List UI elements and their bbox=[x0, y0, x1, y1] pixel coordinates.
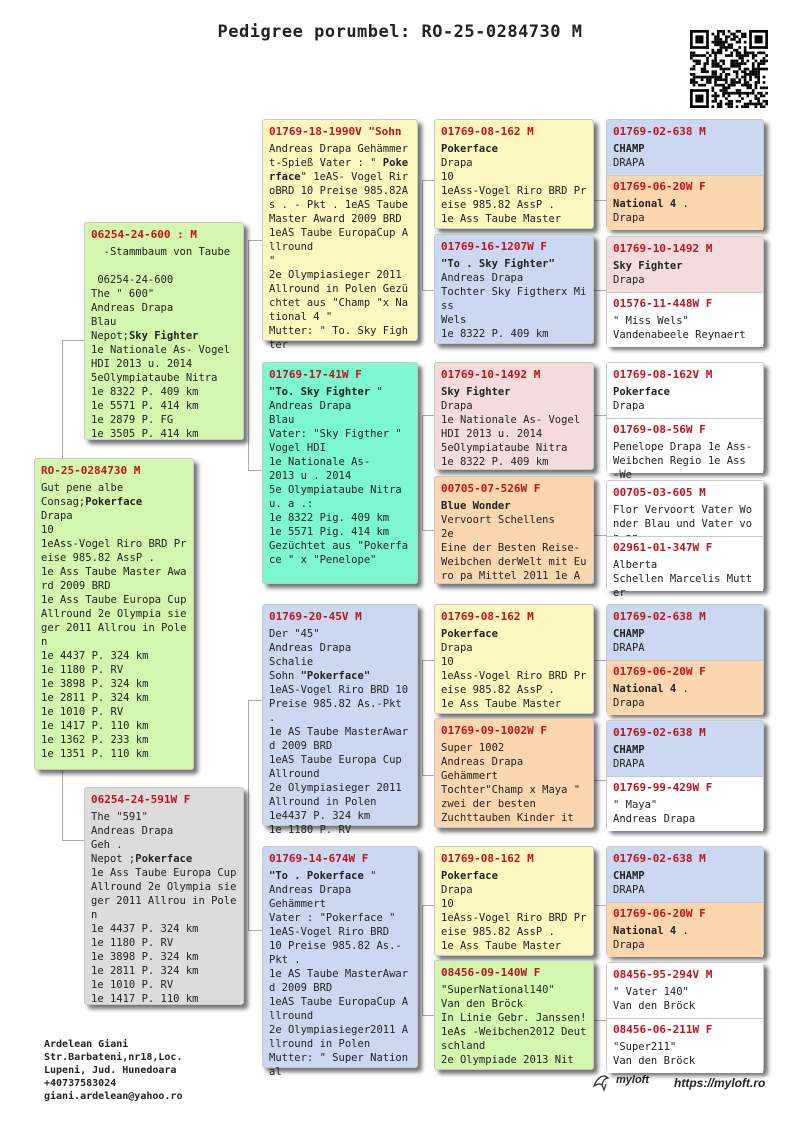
connector-line bbox=[594, 905, 606, 906]
owner-name: Ardelean Giani bbox=[44, 1039, 129, 1050]
connector-line bbox=[594, 415, 606, 416]
ring-number: 01769-18-1990V "Sohn bbox=[269, 125, 402, 138]
pigeon-name: "To. Sky Fighter bbox=[269, 386, 371, 398]
pigeon-card-gen4[interactable] bbox=[607, 1018, 763, 1073]
pigeon-card-main[interactable] bbox=[34, 458, 194, 770]
connector-line bbox=[594, 535, 606, 536]
pigeon-info: " Vater 140" Van den Bröck bbox=[613, 986, 696, 1012]
ring-number: 00705-03-605 M bbox=[613, 486, 706, 499]
connector-line bbox=[422, 180, 423, 290]
connector-line bbox=[62, 770, 63, 840]
pair-divider bbox=[607, 536, 763, 537]
qr-code-icon bbox=[690, 30, 768, 108]
pigeon-card-gen4[interactable] bbox=[607, 120, 763, 175]
connector-line bbox=[248, 470, 262, 471]
connector-line bbox=[248, 240, 262, 241]
pigeon-card-gen4[interactable] bbox=[607, 721, 763, 776]
ring-number: 01769-06-20W F bbox=[613, 180, 706, 193]
ring-number: 08456-06-211W F bbox=[613, 1023, 713, 1036]
ring-number: 01769-06-20W F bbox=[613, 665, 706, 678]
myloft-bird-icon bbox=[592, 1072, 616, 1092]
ring-number: 01769-08-162 M bbox=[441, 852, 534, 865]
pigeon-info: "Super211" Van den Bröck bbox=[613, 1041, 696, 1067]
page-title: Pedigree porumbel: RO-25-0284730 M bbox=[217, 22, 583, 42]
ring-number: 01769-17-41W F bbox=[269, 368, 362, 381]
owner-address-line2: Lupeni, Jud. Hunedoara bbox=[44, 1065, 177, 1076]
pigeon-info: Der "45" Andreas Drapa Schalie Sohn bbox=[269, 628, 352, 682]
connector-line bbox=[248, 930, 262, 931]
pigeon-card-dam[interactable] bbox=[84, 787, 244, 1005]
pigeon-info: " Miss Wels" Vandenabeele Reynaert bbox=[613, 315, 746, 341]
pigeon-info: DRAPA bbox=[613, 884, 645, 896]
pigeon-info: The "591" Andreas Drapa Geh . Nepot ; bbox=[91, 811, 174, 865]
ring-number: 00705-07-526W F bbox=[441, 482, 541, 495]
pigeon-info: " Maya" Andreas Drapa bbox=[613, 799, 696, 825]
pigeon-name: Pokerface bbox=[613, 386, 670, 398]
pigeon-info: Drapa bbox=[613, 212, 645, 224]
pigeon-name-suffix: . bbox=[676, 683, 689, 695]
connector-line bbox=[422, 660, 423, 775]
pigeon-card-gen3[interactable] bbox=[434, 362, 594, 470]
connector-line bbox=[594, 780, 606, 781]
pigeon-info: Drapa 10 1eAss-Vogel Riro BRD Preise 985.82 AssP . 1e Ass Taube Master bbox=[441, 884, 587, 952]
ring-number: 01769-10-1492 M bbox=[441, 368, 541, 381]
ring-number: 02961-01-347W F bbox=[613, 541, 713, 554]
ring-number: 01769-02-638 M bbox=[613, 852, 706, 865]
connector-line bbox=[422, 180, 434, 181]
pigeon-info-results: 1e Nationale As- Vogel HDI 2013 u. 2014 5eOlympiataube Nitra 1e 8322 P. 409 km 1e 5571 P. 414 km 1e 2879 P. FG 1e 3505 P. 414 km bbox=[91, 344, 231, 440]
pigeon-pair-gen4 bbox=[606, 480, 764, 599]
connector-line bbox=[422, 530, 434, 531]
ring-number: 01769-09-1002W F bbox=[441, 724, 547, 737]
pigeon-name: Sky Fighter bbox=[441, 386, 511, 398]
pigeon-card-gen3[interactable] bbox=[434, 604, 594, 714]
pigeon-card-gen3[interactable] bbox=[434, 119, 594, 229]
pigeon-name: Pokerface bbox=[441, 870, 498, 882]
ring-number: 01769-14-674W F bbox=[269, 852, 369, 865]
pigeon-info: Drapa 10 1eAss-Vogel Riro BRD Preise 985.82 AssP . 1e Ass Taube Master bbox=[441, 642, 587, 710]
pigeon-card-gen4[interactable] bbox=[607, 481, 763, 536]
pigeon-info: DRAPA bbox=[613, 157, 645, 169]
pigeon-card-gen3[interactable] bbox=[434, 718, 594, 828]
pigeon-name: National 4 bbox=[613, 198, 677, 210]
connector-line bbox=[422, 290, 434, 291]
ring-number: 01769-16-1207W F bbox=[441, 240, 547, 253]
pigeon-card-gen4[interactable] bbox=[607, 660, 763, 715]
pigeon-info: Drapa 10 1eAss-Vogel Riro BRD Preise 985.82 AssP . 1e Ass Taube Master bbox=[441, 157, 587, 225]
pigeon-name: "To . Pokerface bbox=[269, 870, 364, 882]
pigeon-name: Pokerface bbox=[269, 157, 409, 183]
pigeon-name-suffix: . bbox=[676, 198, 689, 210]
pigeon-name: Pokerface bbox=[85, 496, 143, 508]
owner-email[interactable]: giani.ardelean@yahoo.ro bbox=[44, 1091, 183, 1102]
pigeon-card-dam-dam[interactable] bbox=[262, 846, 418, 1078]
pigeon-name: Pokerface bbox=[135, 853, 193, 865]
pigeon-info-results: 1eAS-Vogel Riro BRD 10 Preise 985.82 As.-Pkt . 1e AS Taube MasterAward 2009 BRD 1eAS Taube Europa Cup Allround 2e Olympiasieger 2011 Allround in Polen 1e4437 P. 324 km 1e 1180 P. RV bbox=[269, 684, 409, 836]
pigeon-info: Drapa bbox=[613, 939, 645, 951]
pigeon-name: Blue Wonder bbox=[441, 500, 511, 512]
ring-number: 01769-20-45V M bbox=[269, 610, 362, 623]
pigeon-card-gen4[interactable] bbox=[607, 902, 763, 957]
pigeon-info: DRAPA bbox=[613, 642, 645, 654]
pigeon-card-sire-sire[interactable] bbox=[262, 119, 418, 351]
ring-number: 01769-08-162V M bbox=[613, 368, 713, 381]
pair-divider bbox=[607, 902, 763, 903]
connector-line bbox=[594, 200, 606, 201]
pair-divider bbox=[607, 292, 763, 293]
ring-number: 08456-09-140W F bbox=[441, 966, 541, 979]
pigeon-name: CHAMP bbox=[613, 744, 645, 756]
pigeon-card-sire[interactable] bbox=[84, 222, 244, 440]
connector-line bbox=[422, 415, 434, 416]
ring-number: 06254-24-591W F bbox=[91, 793, 191, 806]
connector-line bbox=[422, 905, 423, 1015]
connector-line bbox=[62, 340, 86, 341]
pigeon-pair-gen4 bbox=[606, 962, 764, 1072]
pigeon-name: National 4 bbox=[613, 683, 677, 695]
connector-line bbox=[594, 290, 606, 291]
pigeon-info: Flor Vervoort Vater Wonder Blau und Vater vo bbox=[613, 504, 753, 530]
owner-contact bbox=[44, 1038, 182, 1103]
pigeon-card-gen3[interactable] bbox=[434, 476, 594, 584]
pair-divider bbox=[607, 1018, 763, 1019]
pigeon-card-gen4[interactable] bbox=[607, 237, 763, 292]
pigeon-card-gen3[interactable] bbox=[434, 846, 594, 956]
ring-number: 01769-99-429W F bbox=[613, 781, 713, 794]
pigeon-name: CHAMP bbox=[613, 143, 645, 155]
pigeon-info: Gut pene albe Consag; bbox=[41, 482, 124, 508]
ring-number: 01769-08-56W F bbox=[613, 423, 706, 436]
pigeon-name: National 4 bbox=[613, 925, 677, 937]
pigeon-card-gen4[interactable] bbox=[607, 292, 763, 347]
connector-line bbox=[62, 840, 86, 841]
pigeon-info: DRAPA bbox=[613, 758, 645, 770]
pigeon-card-dam-sire[interactable] bbox=[262, 604, 418, 836]
connector-line bbox=[594, 1020, 606, 1021]
pigeon-info: Penelope Drapa 1e Ass- Weibchen Regio 1e Ass -We bbox=[613, 441, 759, 481]
pigeon-card-gen4[interactable] bbox=[607, 847, 763, 902]
pigeon-info: Andreas Drapa Tochter Sky Figtherx Miss Wels 1e 8322 P. 409 km bbox=[441, 272, 587, 340]
pigeon-info: Super 1002 Andreas Drapa Gehämmert Tochter"Champ x Maya " zwei der besten Zuchttauben Kinder it bbox=[441, 742, 581, 824]
pigeon-name: Pokerface bbox=[441, 143, 498, 155]
ring-number: RO-25-0284730 M bbox=[41, 464, 141, 477]
pigeon-info: -Stammbaum von Taube 06254-24-600 The " 600" Andreas Drapa Blau Nepot; bbox=[91, 246, 231, 342]
connector-line bbox=[594, 660, 606, 661]
pigeon-pair-gen4 bbox=[606, 119, 764, 229]
pair-divider bbox=[607, 175, 763, 176]
pair-divider bbox=[607, 660, 763, 661]
connector-line bbox=[248, 700, 249, 930]
pigeon-name: Sky Fighter bbox=[613, 260, 683, 272]
pigeon-card-gen4[interactable] bbox=[607, 418, 763, 481]
ring-number: 01769-08-162 M bbox=[441, 610, 534, 623]
pigeon-info: "SuperNational140" Van den Bröck In Linie Gebr. Janssen! 1eAs -Weibchen2012 Deutschland 2e Olympiade 2013 Nit bbox=[441, 984, 587, 1066]
pigeon-info-results: " 1eAS- Vogel RiroBRD 10 Preise 985.82As . - Pkt . 1eAS Taube Master Award 2009 BRD 1eAS Taube EuropaCup Allround " 2e Olympiasieger 2011 Allround in Polen Gezüchtet aus "Champ "x National 4 " Mutter: " To. Sky Fighter bbox=[269, 171, 409, 351]
pigeon-info: Drapa bbox=[613, 400, 645, 412]
pair-divider bbox=[607, 776, 763, 777]
pigeon-card-gen4[interactable] bbox=[607, 536, 763, 599]
pigeon-name: CHAMP bbox=[613, 628, 645, 640]
ring-number: 01769-02-638 M bbox=[613, 125, 706, 138]
pigeon-card-gen3[interactable] bbox=[434, 234, 594, 344]
connector-line bbox=[62, 340, 63, 460]
pigeon-info: Drapa bbox=[613, 697, 645, 709]
pigeon-card-gen3[interactable] bbox=[434, 960, 594, 1070]
pigeon-pair-gen4 bbox=[606, 846, 764, 956]
connector-line bbox=[422, 905, 434, 906]
website-link[interactable]: https://myloft.ro bbox=[674, 1076, 766, 1090]
pigeon-pair-gen4 bbox=[606, 720, 764, 830]
pigeon-name: Sky Fighter bbox=[128, 330, 199, 342]
pigeon-info-results: Drapa 10 1eAss-Vogel Riro BRD Preise 985.82 AssP . 1e Ass Taube Master Award 2009 BRD 1e Ass Taube Europa Cup Allround 2e Olympia sieger 2011 Allrou in Polen 1e 4437 P. 324 km 1e 1180 P. RV 1e 3898 P. 324 km 1e 2811 P. 324 km 1e 1010 P. RV 1e 1417 P. 110 km 1e 1362 P. 233 km 1e 1351 P. 110 km bbox=[41, 510, 187, 760]
pigeon-info-results: " Andreas Drapa Gehämmert Vater : "Pokerface " 1eAS-Vogel Riro BRD 10 Preise 985.82 As.- Pkt . 1e AS Taube MasterAward 2009 BRD 1eAS Taube EuropaCup Allround 2e Olympiasieger2011 Allround in Polen Mutter: " Super National bbox=[269, 870, 409, 1078]
pigeon-info: Drapa 1e Nationale As- Vogel HDI 2013 u. 2014 5eOlympiataube Nitra 1e 8322 P. 409 km bbox=[441, 400, 581, 468]
ring-number: 06254-24-600 : M bbox=[91, 228, 197, 241]
myloft-logo: myloft bbox=[616, 1074, 649, 1086]
pigeon-pair-gen4 bbox=[606, 236, 764, 346]
owner-address-line1: Str.Barbateni,nr18,Loc. bbox=[44, 1052, 183, 1063]
pigeon-card-gen4[interactable] bbox=[607, 776, 763, 831]
ring-number: 01769-10-1492 M bbox=[613, 242, 713, 255]
pigeon-info: Drapa bbox=[613, 274, 645, 286]
pigeon-info-results: " Andreas Drapa Blau Vater: "Sky Figther " Vogel HDI 1e Nationale As- 2013 u . 2014 5e Olympiataube Nitra u. a .: 1e 8322 Pig. 409 km 1e 5571 Pig. 414 km Gezüchtet aus "Pokerface " x "Penelope" bbox=[269, 386, 409, 566]
ring-number: 01769-02-638 M bbox=[613, 726, 706, 739]
pigeon-pair-gen4 bbox=[606, 604, 764, 714]
ring-number: 08456-95-294V M bbox=[613, 968, 713, 981]
pigeon-name: CHAMP bbox=[613, 870, 645, 882]
connector-line bbox=[422, 660, 434, 661]
connector-line bbox=[422, 415, 423, 530]
ring-number: 01576-11-448W F bbox=[613, 297, 713, 310]
pigeon-pair-gen4 bbox=[606, 362, 764, 481]
pigeon-card-gen4[interactable] bbox=[607, 175, 763, 230]
pigeon-info: Alberta Schellen Marcelis Mutter bbox=[613, 559, 753, 599]
pigeon-card-gen4[interactable] bbox=[607, 363, 763, 418]
pigeon-info-results: 1e Ass Taube Europa Cup Allround 2e Olympia sieger 2011 Allrou in Polen 1e 4437 P. 324 km 1e 1180 P. RV 1e 3898 P. 324 km 1e 2811 P. 324 km 1e 1010 P. RV 1e 1417 P. 110 km bbox=[91, 867, 237, 1005]
ring-number: 01769-06-20W F bbox=[613, 907, 706, 920]
connector-line bbox=[248, 700, 262, 701]
connector-line bbox=[422, 1015, 434, 1016]
pigeon-name-suffix: . bbox=[676, 925, 689, 937]
connector-line bbox=[422, 775, 434, 776]
pigeon-card-sire-dam[interactable] bbox=[262, 362, 418, 584]
ring-number: 01769-02-638 M bbox=[613, 610, 706, 623]
pair-divider bbox=[607, 418, 763, 419]
pigeon-name: Pokerface bbox=[441, 628, 498, 640]
pigeon-card-gen4[interactable] bbox=[607, 605, 763, 660]
pigeon-name: "To . Sky Fighter" bbox=[441, 258, 555, 270]
pigeon-info: Vervoort Schellens 2e Eine der Besten Reise- Weibchen derWelt mit Euro pa Mittel 2011 1e A bbox=[441, 514, 587, 582]
pigeon-info: Andreas Drapa Gehämmert-Spieß Vater : " bbox=[269, 143, 409, 169]
pigeon-name: "Pokerface" bbox=[300, 670, 371, 682]
pigeon-card-gen4[interactable] bbox=[607, 963, 763, 1018]
ring-number: 01769-08-162 M bbox=[441, 125, 534, 138]
owner-phone: +40737583024 bbox=[44, 1078, 117, 1089]
connector-line bbox=[248, 240, 249, 470]
